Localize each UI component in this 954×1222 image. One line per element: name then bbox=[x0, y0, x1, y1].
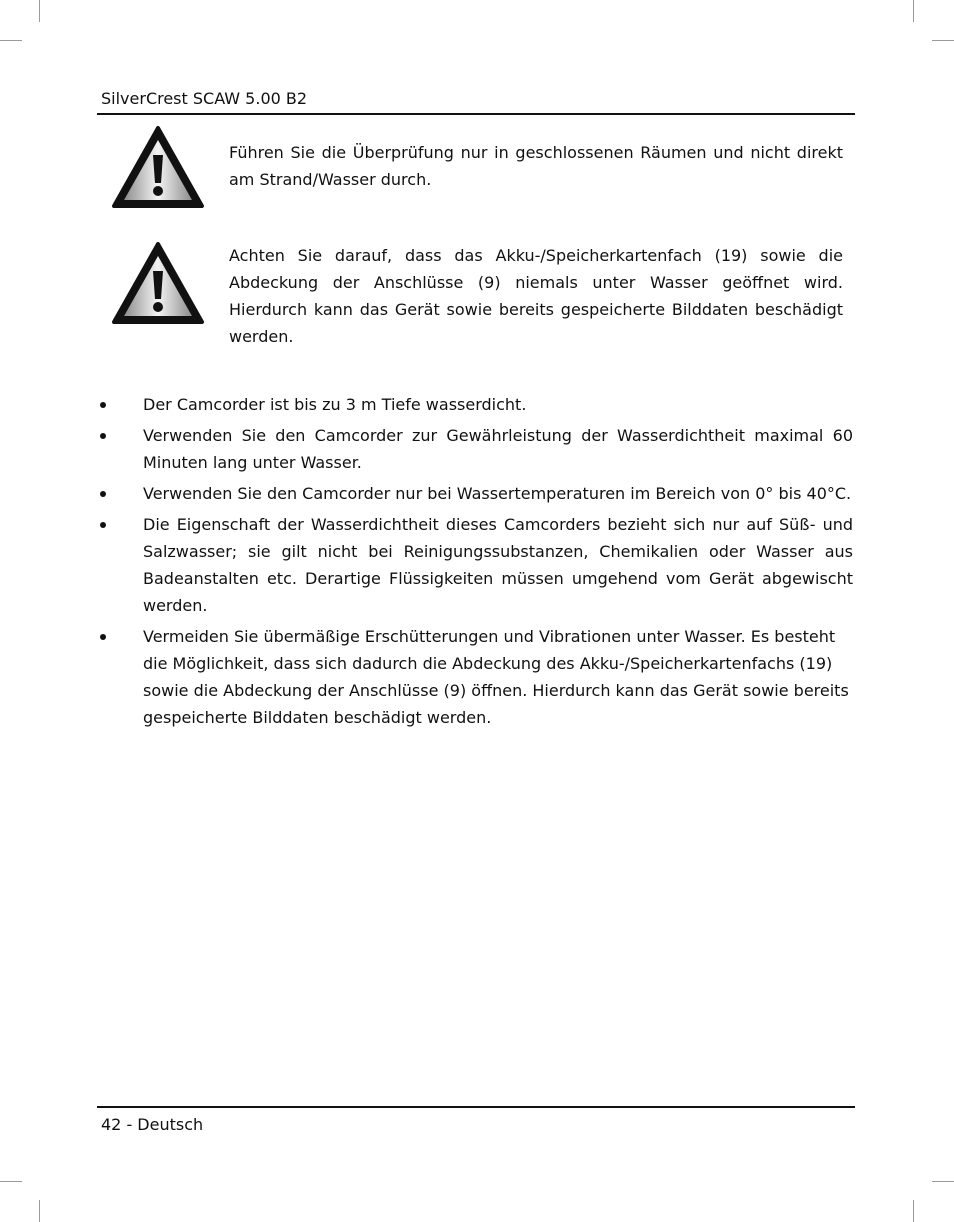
header-rule bbox=[97, 113, 855, 115]
warning-triangle-icon bbox=[111, 125, 205, 209]
page-number: 42 - Deutsch bbox=[101, 1115, 204, 1134]
bullet-icon bbox=[100, 402, 106, 408]
crop-mark bbox=[39, 1200, 40, 1222]
list-item: Verwenden Sie den Camcorder zur Gewährleistung der Wasserdichtheit maximal 60 Minuten lang unter Wasser. bbox=[97, 422, 853, 476]
bullet-icon bbox=[100, 634, 106, 640]
page-header-title: SilverCrest SCAW 5.00 B2 bbox=[101, 89, 308, 108]
warning-text: Führen Sie die Überprüfung nur in geschlossenen Räumen und nicht direkt am Strand/Wasser durch. bbox=[229, 143, 843, 189]
list-item: Die Eigenschaft der Wasserdichtheit dieses Camcorders bezieht sich nur auf Süß- und Salzwasser; sie gilt nicht bei Reinigungssubstanzen, Chemikalien oder Wasser aus Badeanstalten etc. Derartige Flüssigkeiten müssen umgehend vom Gerät abgewischt werden. bbox=[97, 511, 853, 619]
bullet-icon bbox=[100, 522, 106, 528]
crop-mark bbox=[0, 1181, 22, 1182]
list-item: Verwenden Sie den Camcorder nur bei Wassertemperaturen im Bereich von 0° bis 40°C. bbox=[97, 480, 853, 507]
footer-rule bbox=[97, 1106, 855, 1108]
crop-mark bbox=[932, 40, 954, 41]
warning-text: Achten Sie darauf, dass das Akku-/Speicherkartenfach (19) sowie die Abdeckung der Anschlüsse (9) niemals unter Wasser geöffnet wird. Hierdurch kann das Gerät sowie bereits gespeicherte Bilddaten beschädigt werden. bbox=[229, 246, 843, 346]
bullet-list bbox=[97, 391, 853, 735]
bullet-icon bbox=[100, 491, 106, 497]
crop-mark bbox=[39, 0, 40, 22]
crop-mark bbox=[932, 1181, 954, 1182]
list-item: Der Camcorder ist bis zu 3 m Tiefe wasserdicht. bbox=[97, 391, 853, 418]
warning-triangle-icon bbox=[111, 241, 205, 325]
crop-mark bbox=[0, 40, 22, 41]
bullet-icon bbox=[100, 433, 106, 439]
list-item: Vermeiden Sie übermäßige Erschütterungen und Vibrationen unter Wasser. Es besteht die Möglichkeit, dass sich dadurch die Abdeckung des Akku-/Speicherkartenfachs (19) sowie die Abdeckung der Anschlüsse (9) öffnen. Hierdurch kann das Gerät sowie bereits gespeicherte Bilddaten beschädigt werden. bbox=[97, 623, 853, 731]
crop-mark bbox=[913, 1200, 914, 1222]
crop-mark bbox=[913, 0, 914, 22]
